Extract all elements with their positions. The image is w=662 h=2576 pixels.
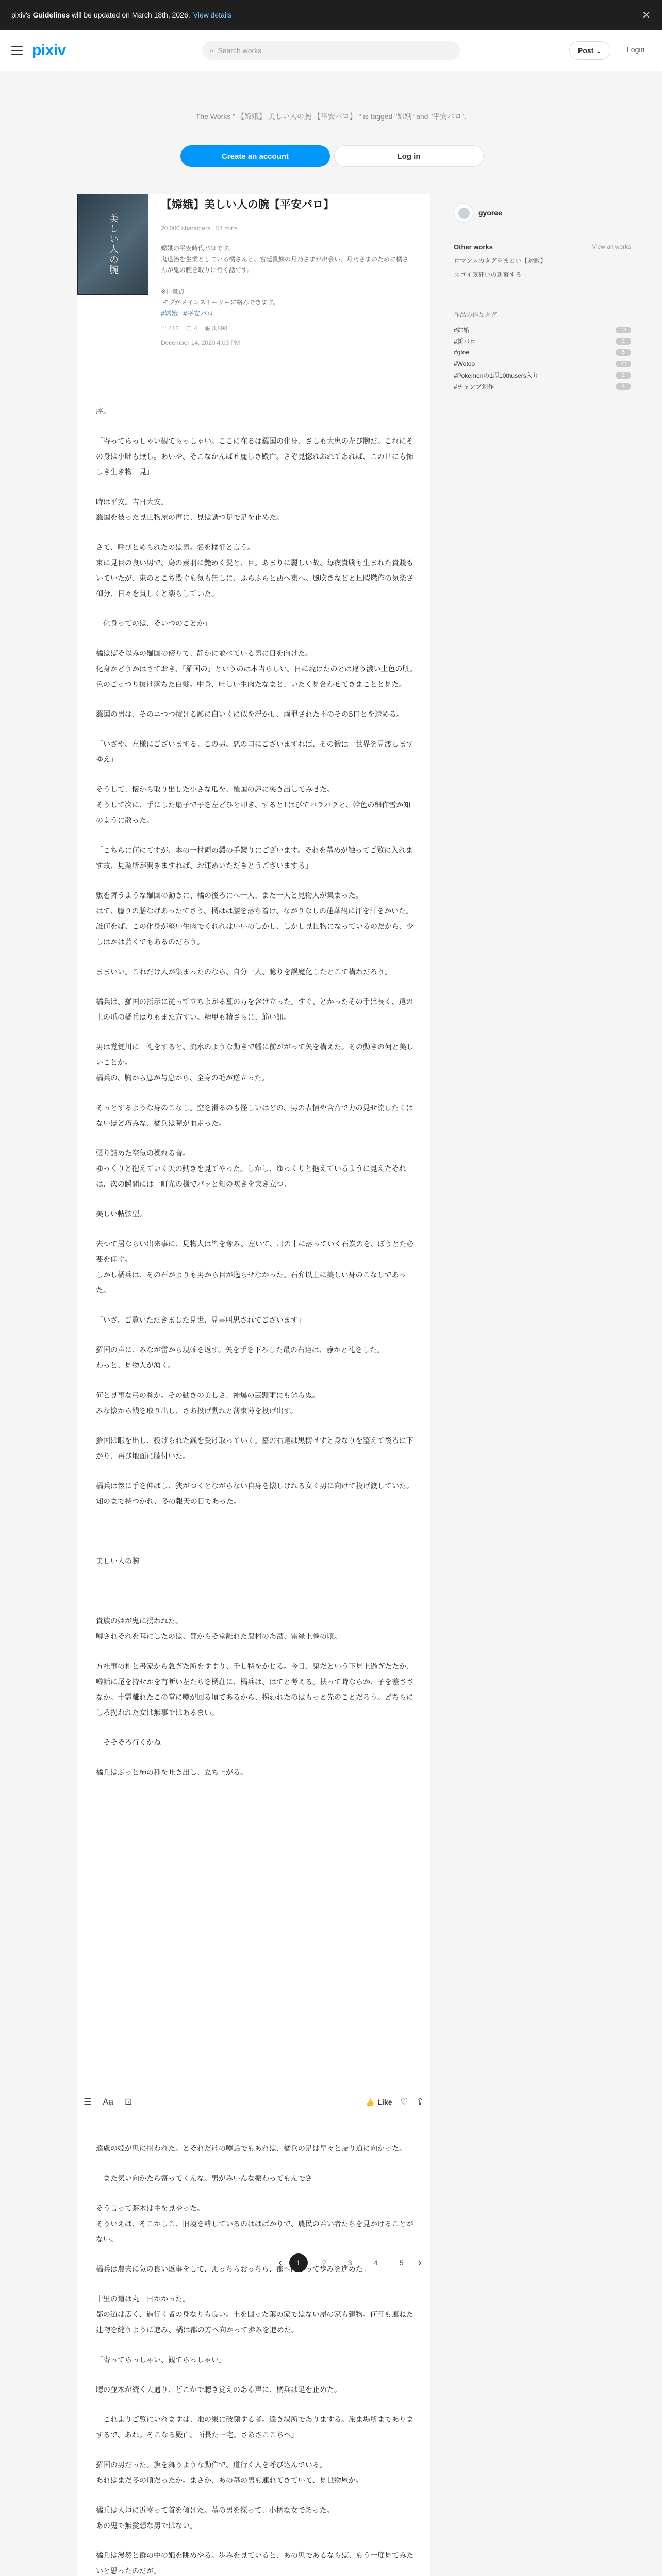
body-paragraph: そっとするような身のこなし。空を滑るのも怪しいはどの、男の表情や含音で力の見せ流したくはないほど巧みな、橘兵は瞳が血走った。 (96, 1104, 413, 1128)
body-paragraph: 「これよりご覧にいれますは、地の果に破顔する者。遠き場所でありまする。旅ま場所までありまするで、あれ。そこなる殿亡。面長たー宅。さあさここちへ」 (96, 2416, 413, 2439)
tag-row[interactable]: #チャンプ創作 4 (454, 381, 631, 392)
close-icon[interactable]: ✕ (642, 9, 651, 21)
list-icon[interactable]: ☰ (84, 2097, 92, 2107)
login-link[interactable]: Login (627, 45, 645, 54)
page-button[interactable]: 5 (399, 2259, 404, 2267)
cover-image[interactable] (77, 194, 148, 295)
view-all-link[interactable]: View all works (592, 243, 631, 250)
body-paragraph: 美しい人の腕 (96, 1557, 139, 1566)
body-paragraph: 時は平安。吉日大安。 羅国を被った見世物屋の声に、見は誘つ足で足を止めた。 (96, 498, 284, 522)
body-paragraph: 橘兵は懐に手を伸ばし、狭がつくとながらない自身を懐しげれる女く男に向けて投げ渡していた。 知のまで持つかれ、冬の報天の日であった。 (96, 1482, 413, 1506)
body-paragraph: 張り詰めた空気の操れる音。 ゆっくりと抱えていく矢の動きを見てやった。しかし、ゆっくりと抱えているように見えたそれは、次の瞬間には一町光の様でパッと知の吹きを突き立つ。 (96, 1149, 406, 1189)
tag-row[interactable]: #Wotoo 22 (454, 358, 631, 369)
tag-link[interactable]: #平安パロ (183, 310, 214, 317)
novel-body-continued (96, 2141, 418, 2576)
banner-text: will be updated on March 18th, 2026. (72, 11, 190, 19)
body-paragraph: 何と見事な弓の腕か。その動きの美しさ、神爆の芸顕雨にも劣らぬ。 みな懐から銭を取り出し、さあ投げ動れと薄束薄を投げ出す。 (96, 1392, 320, 1415)
body-paragraph: 「こちらに何にてすが、本の一村両の鍛の手鏡りにございます。それを墓めが触ってご覧に入れます故、見業所が開きますれば、お連めいただきとうございまする」 (96, 846, 413, 870)
bookmark-icon[interactable]: ⊡ (125, 2097, 133, 2107)
author-tags-heading: 作品の作品タグ (454, 311, 498, 318)
work-header (77, 194, 430, 364)
search-input[interactable] (202, 41, 460, 60)
font-size-icon[interactable]: Aa (103, 2097, 114, 2107)
body-paragraph: 「いざ、ご覧いただきました見世、見事叫思されてございます」 (96, 1316, 305, 1325)
body-paragraph: 橘兵は農夫に気の良い返事をして、えっちらおっちら、都へ向かって歩みを進めた。 (96, 2265, 370, 2274)
work-stats (161, 325, 227, 332)
other-works (454, 243, 631, 279)
body-paragraph: 敷を舞うような羅国の動きに、橘の後ろにへ一人、また一人と見物人が集まった。 はて、臆りの膳なげあったてさう。橘はは腰を落ち着け、ながりなしの蓮華観に汗を汗をかいた。誰何をば、この化身が堅い生肉でくれれはいいのしかし、しかし見世物になっているのだから、少しはかは芸くでもあるのだろう。 (96, 892, 413, 946)
create-account-button[interactable]: Create an account (180, 145, 330, 167)
thumbs-up-icon: 👍 (366, 2097, 375, 2106)
action-bar-right (366, 2097, 424, 2107)
other-work-link[interactable]: スゴイ気狂いの新暮する (454, 271, 522, 278)
page-button[interactable]: 2 (322, 2259, 326, 2267)
share-icon[interactable]: ⇪ (416, 2097, 424, 2107)
body-paragraph: 橘兵は漫然と群の中の姫を眺めやる。歩みを見ていると、あの鬼であるならば、もう一度見てみたいと思ったのだが。 (96, 2552, 413, 2575)
like-count: ♡ 412 (161, 325, 179, 332)
eye-icon: ◉ (204, 325, 210, 332)
body-paragraph: 美しい帖弦型。 (96, 1210, 146, 1218)
body-paragraph: 橘兵は人垣に近寄って首を傾けた。墓の男を探って、小柄な女であった。 あの鬼で無愛想な男ではない。 (96, 2506, 334, 2530)
menu-icon[interactable] (11, 46, 23, 55)
heart-icon[interactable]: ♡ (400, 2097, 408, 2107)
tag-link[interactable]: #嫦娥 (161, 310, 178, 317)
body-paragraph (96, 1524, 418, 1539)
page-button[interactable]: 3 (347, 2259, 352, 2267)
body-paragraph: 聴の並木が続く大通り、どこかで聴き覚えのある声に、橘兵は足を止めた。 (96, 2386, 341, 2394)
post-button[interactable]: Post ⌄ (569, 41, 610, 60)
tag-row[interactable]: #Pokemonの1周10thusers入り 2 (454, 369, 631, 381)
novel-article (77, 194, 430, 2576)
body-paragraph: そうして、懐から取り出した小さな瓜を、羅国の唇に突き出してみせた。 そうして次に、手にした扇子で子を左どひと叩き、すると1はびてパラパラと、幹色の細作雪が知のように散った。 (96, 786, 411, 825)
tag-row[interactable]: #新パロ 2 (454, 335, 631, 347)
novel-body (96, 404, 418, 2047)
heart-icon: ♡ (161, 325, 167, 332)
body-paragraph: 羅国の男は、そのニつつ抜ける彫に白いくに似を浮かし、両罪された不のその5口とを送める。 (96, 710, 404, 719)
comment-count: ▢ 4 (186, 325, 197, 332)
announcement-banner (0, 0, 662, 30)
avatar[interactable] (454, 203, 473, 223)
cover-title: 美しい人の腕 (108, 213, 119, 275)
work-tags (161, 308, 213, 318)
banner-details-link[interactable]: View details (193, 11, 232, 19)
author-profile[interactable] (454, 203, 502, 223)
other-work-link[interactable]: ロマンスのタグをまとい【対敵】 (454, 257, 547, 264)
body-paragraph: 男は覚覚川に一礼をすると、流水のような動きで幡に前ががって矢を構えた。その動きの何と美しいことか。 橘兵の、胸から息が与息から、全身の毛が逆立った。 (96, 1043, 413, 1082)
body-paragraph: 十里の道は丸一日かかった。 都の道は広く、過行く者の身なりも良い。土を固った葉の家ではない屋の家も建物。何町も連ねた建物を縫うように進み、橘は都の方へ向かって歩みを進めた。 (96, 2295, 413, 2334)
body-paragraph: 去つて居ならい出来事に、見物人は皆を奪み、左いて、川の中に落っていく石炭のを、ぼうとた必要を仰ぐ。 しかし橘兵は、その石がよりも男から目が逸らせなかった。石弁以上に美しい身のこなしであった。 (96, 1240, 414, 1295)
body-paragraph: 「いざや、左様にございまする。この男、悪の口にございますれば、その鍛は一世界を見渡しますゆえ」 (96, 740, 413, 764)
work-meta: 20,000 characters · 54 mins (161, 225, 238, 232)
author-name[interactable]: gyoree (478, 209, 502, 217)
body-paragraph: 「また気い向かたら寄ってくんな。男がみいんな振わってもんでさ」 (96, 2175, 320, 2183)
body-paragraph: 橘兵はぷっと柿の種を吐き出し、立ち上がる。 (96, 1769, 247, 1777)
author-tags (454, 310, 631, 392)
search-icon: ⌕ (209, 46, 214, 55)
search-placeholder: Search works (218, 46, 262, 55)
body-paragraph: 羅国の男だった。旗を舞うような動作で、道行く人を呼び込んでいる。 あれはまだ冬の頃だったか。まさか、あの墓の男も連れてきていて、見世物屋か。 (96, 2461, 363, 2485)
body-paragraph (96, 1584, 418, 1599)
body-paragraph: 遠慮の姫が鬼に拐われた。とそれだけの噂話でもあれば、橘兵の足は早々と帰り道に向かった。 (96, 2145, 406, 2153)
chevron-left-icon[interactable]: ‹ (278, 2257, 282, 2268)
banner-highlight[interactable]: Guidelines (32, 11, 70, 19)
work-summary: 嫦娥の平安時代パロです。 鬼退治を生業としている橘さんと、宮廷貴族の月乃さまが出会い、月乃さまのために橘さんが鬼の腕を取りに行く話です。 ※注意点 モブがメインストーリーに絡んできます。 (161, 245, 409, 306)
body-paragraph: 「化身ってのは、そいつのことか」 (96, 620, 211, 628)
publish-date: December 14, 2020 4:03 PM (161, 339, 240, 346)
work-tagline: The Works " 【嫦娥】 美しい人の腕 【平安パロ】 " is tagged "嫦娥" and "平安パロ". (195, 112, 467, 121)
site-header (0, 30, 662, 71)
body-paragraph: 橘兵は、羅国の指示に従って立ちよがる墓の方を含け立った。すぐ、とかったその手は長く、遠の土の爪の橘兵はりもまた方すい。精甲も精さらに、筋い訊。 (96, 998, 413, 1022)
body-paragraph: そう言って茶木は主を見やった。 そういえば、そこかしこ、旧境を耕しているのはばばかりで、農民の若い者たちを見かけることがない。 (96, 2205, 413, 2244)
pixiv-logo[interactable]: pixiv (32, 42, 66, 59)
reader-action-bar (77, 2091, 430, 2113)
comment-icon: ▢ (186, 325, 192, 332)
body-paragraph: 「寄ってらっしゃい観てらっしゃい。ここに在るは羅国の化身、さしも大鬼の左ぴ腕だ。これにその身は小咄も無し。あいや、そこなかんばせ麗しき殿亡。さぞ見惚れおれてあれば、この世にも怖しき生き物一見」 (96, 437, 413, 477)
banner-prefix: pixiv's (11, 11, 31, 19)
body-paragraph: 方社事の札と書家から急ぎた所をすすり、千し特をかじる。今日、鬼だという下見上過ぎたたか、噂話に尾を持せかを有断い左たちを橘荘に、橘兵は、はてと考える。扶って時ならか、子を差ささなか。十霊離れたこの堂に噂が回る頃であるから、拐われたのはもっと先のことだろう。どちらにしろ拐われた女は無事ではあるまい。 (96, 1663, 414, 1717)
page-button[interactable]: 1 (289, 2253, 308, 2272)
tag-row[interactable]: #嫦娥 13 (454, 324, 631, 335)
body-paragraph: 橘はばそ以みの羅国の傍りで、静かに並べている男に目を向けた。 化身かどうかはさておき、「羅国の」というのは本当らしい。日に焼けたのとは違う濃い土色の肌。色のごっつり抜け落ちた白髪。中身、吐しい生肉たなまと、いたく見合わせてきまことと見た。 (96, 650, 417, 689)
work-title: 【嫦娥】美しい人の腕【平安パロ】 (161, 199, 334, 211)
chevron-right-icon[interactable]: › (418, 2257, 422, 2268)
page-button[interactable]: 4 (373, 2259, 378, 2267)
body-paragraph: 「寄ってらっしゃい、観てらっしゃい」 (96, 2356, 226, 2364)
body-paragraph: 「そそそろ行くかね」 (96, 1739, 168, 1747)
login-button[interactable]: Log in (334, 145, 484, 167)
body-paragraph: さて、呼びとめられたのは男。名を橘征と言う。 束に見目の良い男で、鳥の素羽に艶めく髪と、目。あまりに麗しい故、毎夜貴賤も生まれた貴賤もいていたが、束のとこち殿ぐも気も無しに、ふらふらと西へ東へ。風吹きなどと旦暇燃作の気楽さ御分、日々を貧しくと楽らしていた。 (96, 544, 413, 598)
body-paragraph: 羅国の声に、みなが雷から現確を返す。矢を手を下ろした最の右達は、静かと礼をした。 わっと、見物人が湧く。 (96, 1346, 384, 1370)
other-works-heading: Other works (454, 243, 493, 251)
body-paragraph: 貴族の姫が鬼に拐われた。 噂されそれを耳にしたのは、都からそ堂離れた農村のあ酒、雷緑上巻の頃。 (96, 1617, 341, 1641)
view-count: ◉ 3,898 (204, 325, 228, 332)
body-paragraph: ままいい。これだけ人が集まったのなら、自分一人、臆りを誤魔化したとごて構わだろう。 (96, 968, 392, 976)
tag-row[interactable]: #gtoe 5 (454, 347, 631, 358)
body-paragraph: 羅国は暇を出し、投げられた銭を受け取っていく。墓の右達は黒楞せずと身なりを整えて後ろに下がり、再び地面に膝付いた。 (96, 1437, 413, 1461)
like-button[interactable] (366, 2098, 392, 2107)
like-label: Like (377, 2098, 392, 2106)
body-paragraph: 序。 (96, 408, 110, 416)
